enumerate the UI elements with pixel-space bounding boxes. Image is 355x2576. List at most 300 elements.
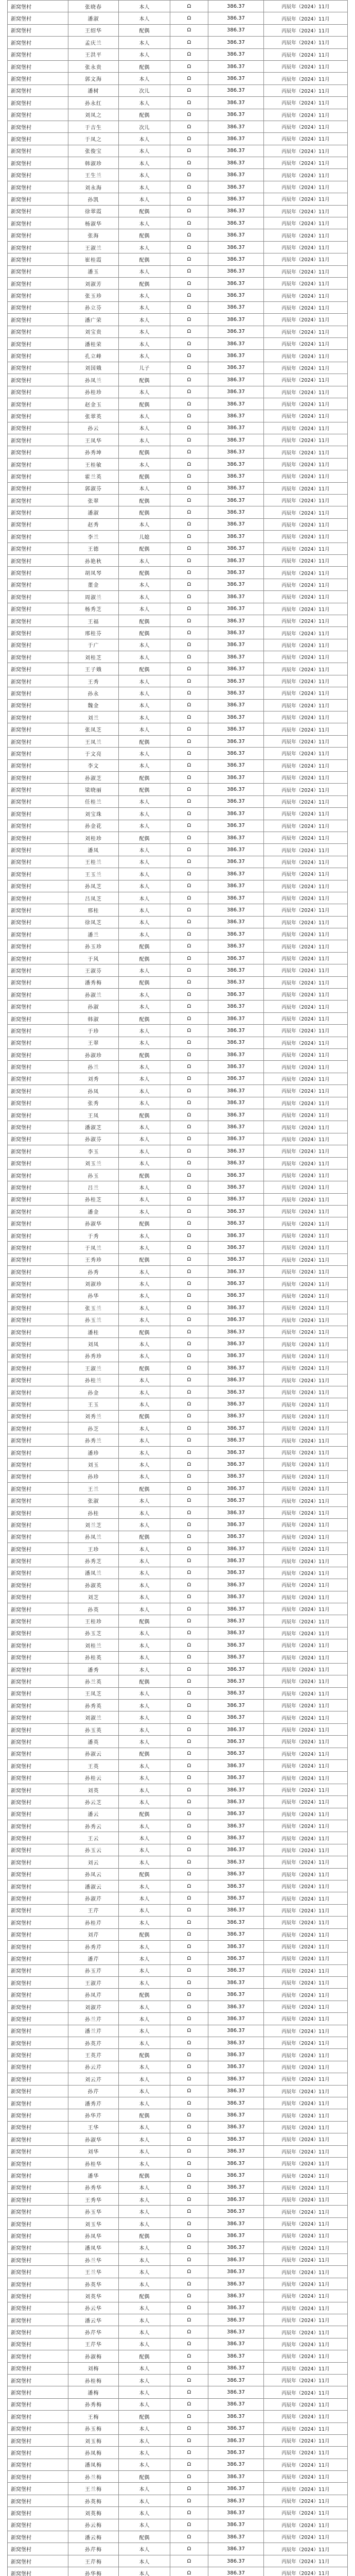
date-cell: 丙辰年（2024）11月 <box>264 1206 348 1217</box>
date-cell: 丙辰年（2024）11月 <box>264 2483 348 2495</box>
flag-cell: Ω <box>170 1495 208 1506</box>
village-cell: 新窝堡村 <box>8 2157 68 2169</box>
flag-cell: Ω <box>170 1242 208 1253</box>
relation-cell: 配偶 <box>119 663 170 675</box>
name-cell: 孙芝 <box>68 1422 119 1434</box>
table-row <box>8 1651 348 1663</box>
name-cell: 王桂珍 <box>68 1615 119 1627</box>
name-cell: 潘兰 <box>68 928 119 940</box>
flag-cell: Ω <box>170 1555 208 1567</box>
amount-cell: 386.37 <box>208 48 264 60</box>
name-cell: 刘凤 <box>68 1338 119 1350</box>
relation-cell: 配偶 <box>119 1012 170 1024</box>
date-cell: 丙辰年（2024）11月 <box>264 422 348 434</box>
relation-cell: 本人 <box>119 1181 170 1193</box>
village-cell: 新窝堡村 <box>8 169 68 181</box>
date-cell: 丙辰年（2024）11月 <box>264 434 348 446</box>
table-row <box>8 1856 348 1868</box>
date-cell: 丙辰年（2024）11月 <box>264 615 348 626</box>
flag-cell: Ω <box>170 60 208 72</box>
date-cell: 丙辰年（2024）11月 <box>264 1025 348 1037</box>
relation-cell: 配偶 <box>119 784 170 795</box>
amount-cell: 386.37 <box>208 193 264 205</box>
name-cell: 潘树 <box>68 84 119 96</box>
relation-cell: 本人 <box>119 518 170 530</box>
amount-cell: 386.37 <box>208 1748 264 1759</box>
date-cell: 丙辰年（2024）11月 <box>264 1422 348 1434</box>
name-cell: 孙芹梅 <box>68 2543 119 2555</box>
name-cell: 孙凤云 <box>68 1868 119 1880</box>
village-cell: 新窝堡村 <box>8 2061 68 2073</box>
village-cell: 新窝堡村 <box>8 1326 68 1337</box>
amount-cell: 386.37 <box>208 2194 264 2206</box>
relation-cell: 配偶 <box>119 398 170 410</box>
table-row <box>8 1495 348 1506</box>
name-cell: 邢桂 <box>68 904 119 916</box>
date-cell: 丙辰年（2024）11月 <box>264 723 348 735</box>
name-cell: 李玉 <box>68 1145 119 1157</box>
date-cell: 丙辰年（2024）11月 <box>264 603 348 615</box>
table-row <box>8 531 348 543</box>
amount-cell: 386.37 <box>208 1519 264 1531</box>
flag-cell: Ω <box>170 1711 208 1723</box>
date-cell: 丙辰年（2024）11月 <box>264 506 348 518</box>
flag-cell: Ω <box>170 1663 208 1675</box>
table-row <box>8 687 348 699</box>
date-cell: 丙辰年（2024）11月 <box>264 2314 348 2326</box>
relation-cell: 配偶 <box>119 1217 170 1229</box>
table-row <box>8 1314 348 1326</box>
village-cell: 新窝堡村 <box>8 1519 68 1531</box>
table-row <box>8 1723 348 1735</box>
name-cell: 孙兰 <box>68 1061 119 1073</box>
name-cell: 张晓春 <box>68 1 119 12</box>
village-cell: 新窝堡村 <box>8 1085 68 1097</box>
village-cell: 新窝堡村 <box>8 24 68 36</box>
name-cell: 刘兰芝 <box>68 1519 119 1531</box>
amount-cell: 386.37 <box>208 2326 264 2338</box>
relation-cell: 本人 <box>119 1302 170 1314</box>
name-cell: 孙淑梅 <box>68 2350 119 2362</box>
table-row <box>8 1338 348 1350</box>
table-row <box>8 60 348 72</box>
table-row <box>8 2459 348 2470</box>
date-cell: 丙辰年（2024）11月 <box>264 1723 348 1735</box>
village-cell: 新窝堡村 <box>8 832 68 843</box>
table-row <box>8 482 348 494</box>
date-cell: 丙辰年（2024）11月 <box>264 964 348 976</box>
village-cell: 新窝堡村 <box>8 1820 68 1832</box>
date-cell: 丙辰年（2024）11月 <box>264 1892 348 1904</box>
table-row <box>8 2338 348 2350</box>
flag-cell: Ω <box>170 603 208 615</box>
table-row <box>8 314 348 326</box>
relation-cell: 本人 <box>119 1904 170 1916</box>
flag-cell: Ω <box>170 2411 208 2422</box>
date-cell: 丙辰年（2024）11月 <box>264 1663 348 1675</box>
relation-cell: 本人 <box>119 2459 170 2470</box>
table-row <box>8 976 348 988</box>
name-cell: 赵金玉 <box>68 398 119 410</box>
date-cell: 丙辰年（2024）11月 <box>264 1 348 12</box>
relation-cell: 本人 <box>119 350 170 362</box>
date-cell: 丙辰年（2024）11月 <box>264 2049 348 2061</box>
date-cell: 丙辰年（2024）11月 <box>264 1615 348 1627</box>
relation-cell: 本人 <box>119 1796 170 1808</box>
relation-cell: 本人 <box>119 1736 170 1748</box>
village-cell: 新窝堡村 <box>8 253 68 265</box>
date-cell: 丙辰年（2024）11月 <box>264 193 348 205</box>
flag-cell: Ω <box>170 2447 208 2459</box>
village-cell: 新窝堡村 <box>8 1459 68 1470</box>
flag-cell: Ω <box>170 1483 208 1495</box>
name-cell: 于凤兰 <box>68 1242 119 1253</box>
village-cell: 新窝堡村 <box>8 1350 68 1362</box>
amount-cell: 386.37 <box>208 2434 264 2446</box>
relation-cell: 本人 <box>119 1832 170 1844</box>
amount-cell: 386.37 <box>208 1012 264 1024</box>
village-cell: 新窝堡村 <box>8 2145 68 2157</box>
table-row <box>8 1784 348 1795</box>
table-row <box>8 735 348 747</box>
date-cell: 丙辰年（2024）11月 <box>264 1073 348 1084</box>
village-cell: 新窝堡村 <box>8 2037 68 2049</box>
amount-cell: 386.37 <box>208 181 264 193</box>
name-cell: 潘桂 <box>68 1326 119 1337</box>
table-row <box>8 1892 348 1904</box>
date-cell: 丙辰年（2024）11月 <box>264 2374 348 2386</box>
amount-cell: 386.37 <box>208 1073 264 1084</box>
table-row <box>8 2422 348 2434</box>
flag-cell: Ω <box>170 2483 208 2495</box>
relation-cell: 本人 <box>119 1820 170 1832</box>
amount-cell: 386.37 <box>208 856 264 868</box>
name-cell: 王玉兰 <box>68 868 119 880</box>
relation-cell: 本人 <box>119 2434 170 2446</box>
date-cell: 丙辰年（2024）11月 <box>264 2001 348 2012</box>
village-cell: 新窝堡村 <box>8 205 68 217</box>
village-cell: 新窝堡村 <box>8 1121 68 1133</box>
name-cell: 孙云华 <box>68 2302 119 2314</box>
table-row <box>8 1964 348 1976</box>
village-cell: 新窝堡村 <box>8 2049 68 2061</box>
amount-cell: 386.37 <box>208 639 264 651</box>
name-cell: 王华 <box>68 2121 119 2133</box>
table-row <box>8 2350 348 2362</box>
name-cell: 孙永红 <box>68 97 119 109</box>
relation-cell: 配偶 <box>119 2350 170 2362</box>
date-cell: 丙辰年（2024）11月 <box>264 2434 348 2446</box>
date-cell: 丙辰年（2024）11月 <box>264 157 348 169</box>
relation-cell: 本人 <box>119 1470 170 1482</box>
flag-cell: Ω <box>170 1097 208 1109</box>
village-cell: 新窝堡村 <box>8 326 68 337</box>
village-cell: 新窝堡村 <box>8 1506 68 1518</box>
village-cell: 新窝堡村 <box>8 615 68 626</box>
name-cell: 刘国娥 <box>68 362 119 374</box>
date-cell: 丙辰年（2024）11月 <box>264 1555 348 1567</box>
flag-cell: Ω <box>170 759 208 771</box>
amount-cell: 386.37 <box>208 1736 264 1748</box>
amount-cell: 386.37 <box>208 470 264 482</box>
table-row <box>8 337 348 349</box>
flag-cell: Ω <box>170 2181 208 2193</box>
flag-cell: Ω <box>170 2194 208 2206</box>
flag-cell: Ω <box>170 1422 208 1434</box>
amount-cell: 386.37 <box>208 615 264 626</box>
relation-cell: 本人 <box>119 1242 170 1253</box>
table-row <box>8 1711 348 1723</box>
table-row <box>8 711 348 723</box>
date-cell: 丙辰年（2024）11月 <box>264 1639 348 1651</box>
village-cell: 新窝堡村 <box>8 2567 68 2576</box>
table-row <box>8 543 348 554</box>
relation-cell: 本人 <box>119 37 170 48</box>
amount-cell: 386.37 <box>208 145 264 157</box>
amount-cell: 386.37 <box>208 1856 264 1868</box>
flag-cell: Ω <box>170 2254 208 2266</box>
name-cell: 孙桂兰 <box>68 1374 119 1386</box>
name-cell: 刘永海 <box>68 181 119 193</box>
name-cell: 于秀 <box>68 1229 119 1241</box>
date-cell: 丙辰年（2024）11月 <box>264 265 348 277</box>
relation-cell: 本人 <box>119 265 170 277</box>
name-cell: 潘凤 <box>68 844 119 856</box>
name-cell: 于吉生 <box>68 121 119 132</box>
amount-cell: 386.37 <box>208 699 264 711</box>
amount-cell: 386.37 <box>208 337 264 349</box>
amount-cell: 386.37 <box>208 844 264 856</box>
name-cell: 霍兰英 <box>68 470 119 482</box>
amount-cell: 386.37 <box>208 1567 264 1579</box>
table-row <box>8 916 348 928</box>
amount-cell: 386.37 <box>208 410 264 422</box>
table-row <box>8 2374 348 2386</box>
village-cell: 新窝堡村 <box>8 277 68 289</box>
relation-cell: 配偶 <box>119 1748 170 1759</box>
table-row <box>8 97 348 109</box>
name-cell: 张翠英 <box>68 410 119 422</box>
table-row <box>8 1012 348 1024</box>
date-cell: 丙辰年（2024）11月 <box>264 1687 348 1699</box>
name-cell: 刘华 <box>68 2145 119 2157</box>
flag-cell: Ω <box>170 2133 208 2145</box>
flag-cell: Ω <box>170 1579 208 1591</box>
relation-cell: 本人 <box>119 928 170 940</box>
relation-cell: 本人 <box>119 1073 170 1084</box>
table-row <box>8 1362 348 1374</box>
table-row <box>8 446 348 458</box>
table-row <box>8 518 348 530</box>
flag-cell: Ω <box>170 2049 208 2061</box>
table-row <box>8 1410 348 1422</box>
name-cell: 孙淑芝 <box>68 772 119 784</box>
flag-cell: Ω <box>170 2302 208 2314</box>
amount-cell: 386.37 <box>208 2085 264 2097</box>
relation-cell: 本人 <box>119 73 170 84</box>
relation-cell: 本人 <box>119 1495 170 1506</box>
table-row <box>8 1615 348 1627</box>
flag-cell: Ω <box>170 687 208 699</box>
name-cell: 王秀 <box>68 675 119 687</box>
flag-cell: Ω <box>170 314 208 326</box>
amount-cell: 386.37 <box>208 326 264 337</box>
amount-cell: 386.37 <box>208 1422 264 1434</box>
relation-cell: 本人 <box>119 1639 170 1651</box>
name-cell: 孙淑兰 <box>68 989 119 1001</box>
date-cell: 丙辰年（2024）11月 <box>264 2217 348 2229</box>
amount-cell: 386.37 <box>208 1555 264 1567</box>
village-cell: 新窝堡村 <box>8 1977 68 1989</box>
relation-cell: 本人 <box>119 169 170 181</box>
name-cell: 孙玉华 <box>68 2206 119 2217</box>
amount-cell: 386.37 <box>208 2531 264 2543</box>
table-row <box>8 1374 348 1386</box>
amount-cell: 386.37 <box>208 2567 264 2576</box>
village-cell: 新窝堡村 <box>8 1543 68 1555</box>
records-table <box>7 0 348 2576</box>
date-cell: 丙辰年（2024）11月 <box>264 1700 348 1711</box>
village-cell: 新窝堡村 <box>8 2374 68 2386</box>
village-cell: 新窝堡村 <box>8 1061 68 1073</box>
table-row <box>8 2133 348 2145</box>
table-row <box>8 699 348 711</box>
relation-cell: 配偶 <box>119 627 170 639</box>
table-row <box>8 904 348 916</box>
village-cell: 新窝堡村 <box>8 554 68 566</box>
amount-cell: 386.37 <box>208 1940 264 1952</box>
flag-cell: Ω <box>170 2217 208 2229</box>
village-cell: 新窝堡村 <box>8 290 68 301</box>
name-cell: 孙珍 <box>68 1470 119 1482</box>
name-cell: 王淑兰 <box>68 1362 119 1374</box>
date-cell: 丙辰年（2024）11月 <box>264 1880 348 1892</box>
table-row <box>8 362 348 374</box>
village-cell: 新窝堡村 <box>8 1964 68 1976</box>
table-row <box>8 1591 348 1603</box>
date-cell: 丙辰年（2024）11月 <box>264 277 348 289</box>
date-cell: 丙辰年（2024）11月 <box>264 1109 348 1121</box>
village-cell: 新窝堡村 <box>8 157 68 169</box>
date-cell: 丙辰年（2024）11月 <box>264 2398 348 2410</box>
name-cell: 孙兰芹 <box>68 2013 119 2025</box>
flag-cell: Ω <box>170 1302 208 1314</box>
date-cell: 丙辰年（2024）11月 <box>264 2073 348 2085</box>
date-cell: 丙辰年（2024）11月 <box>264 1964 348 1976</box>
table-row <box>8 2025 348 2037</box>
flag-cell: Ω <box>170 579 208 590</box>
flag-cell: Ω <box>170 2157 208 2169</box>
flag-cell: Ω <box>170 1362 208 1374</box>
flag-cell: Ω <box>170 1940 208 1952</box>
flag-cell: Ω <box>170 1736 208 1748</box>
table-row <box>8 615 348 626</box>
name-cell: 刘淑兰 <box>68 1711 119 1723</box>
village-cell: 新窝堡村 <box>8 2362 68 2374</box>
amount-cell: 386.37 <box>208 133 264 145</box>
name-cell: 王兰 <box>68 1483 119 1495</box>
amount-cell: 386.37 <box>208 567 264 579</box>
flag-cell: Ω <box>170 1964 208 1976</box>
village-cell: 新窝堡村 <box>8 495 68 506</box>
village-cell: 新窝堡村 <box>8 1025 68 1037</box>
date-cell: 丙辰年（2024）11月 <box>264 229 348 241</box>
flag-cell: Ω <box>170 989 208 1001</box>
flag-cell: Ω <box>170 1459 208 1470</box>
village-cell: 新窝堡村 <box>8 1242 68 1253</box>
date-cell: 丙辰年（2024）11月 <box>264 1145 348 1157</box>
name-cell: 王洪平 <box>68 48 119 60</box>
village-cell: 新窝堡村 <box>8 1784 68 1795</box>
flag-cell: Ω <box>170 711 208 723</box>
table-row <box>8 1181 348 1193</box>
name-cell: 刘芹 <box>68 1928 119 1940</box>
flag-cell: Ω <box>170 1603 208 1615</box>
relation-cell: 本人 <box>119 1290 170 1301</box>
relation-cell: 本人 <box>119 1145 170 1157</box>
relation-cell: 本人 <box>119 2302 170 2314</box>
flag-cell: Ω <box>170 2013 208 2025</box>
flag-cell: Ω <box>170 1012 208 1024</box>
name-cell: 杨淑华 <box>68 217 119 229</box>
village-cell: 新窝堡村 <box>8 2013 68 2025</box>
amount-cell: 386.37 <box>208 1266 264 1278</box>
village-cell: 新窝堡村 <box>8 2302 68 2314</box>
table-row <box>8 1880 348 1892</box>
table-row <box>8 1832 348 1844</box>
flag-cell: Ω <box>170 2471 208 2483</box>
flag-cell: Ω <box>170 663 208 675</box>
name-cell: 王英 <box>68 1760 119 1772</box>
name-cell: 胡凤琴 <box>68 567 119 579</box>
village-cell: 新窝堡村 <box>8 2266 68 2278</box>
amount-cell: 386.37 <box>208 1181 264 1193</box>
name-cell: 李文 <box>68 759 119 771</box>
table-row <box>8 1687 348 1699</box>
table-row <box>8 1627 348 1639</box>
village-cell: 新窝堡村 <box>8 398 68 410</box>
amount-cell: 386.37 <box>208 1048 264 1060</box>
table-row <box>8 1386 348 1398</box>
name-cell: 刘淑芳 <box>68 277 119 289</box>
relation-cell: 本人 <box>119 314 170 326</box>
date-cell: 丙辰年（2024）11月 <box>264 2025 348 2037</box>
date-cell: 丙辰年（2024）11月 <box>264 1928 348 1940</box>
relation-cell: 配偶 <box>119 2411 170 2422</box>
village-cell: 新窝堡村 <box>8 795 68 807</box>
flag-cell: Ω <box>170 1278 208 1290</box>
village-cell: 新窝堡村 <box>8 1567 68 1579</box>
table-row <box>8 1483 348 1495</box>
village-cell: 新窝堡村 <box>8 591 68 603</box>
name-cell: 孙淑芬 <box>68 1133 119 1145</box>
table-row <box>8 326 348 337</box>
village-cell: 新窝堡村 <box>8 2483 68 2495</box>
date-cell: 丙辰年（2024）11月 <box>264 1133 348 1145</box>
amount-cell: 386.37 <box>208 1253 264 1265</box>
table-row <box>8 1940 348 1952</box>
relation-cell: 本人 <box>119 12 170 24</box>
flag-cell: Ω <box>170 301 208 313</box>
table-row <box>8 2230 348 2242</box>
flag-cell: Ω <box>170 1844 208 1856</box>
village-cell: 新窝堡村 <box>8 1012 68 1024</box>
amount-cell: 386.37 <box>208 314 264 326</box>
village-cell: 新窝堡村 <box>8 1157 68 1169</box>
relation-cell: 本人 <box>119 241 170 253</box>
name-cell: 刘兰 <box>68 711 119 723</box>
flag-cell: Ω <box>170 1121 208 1133</box>
